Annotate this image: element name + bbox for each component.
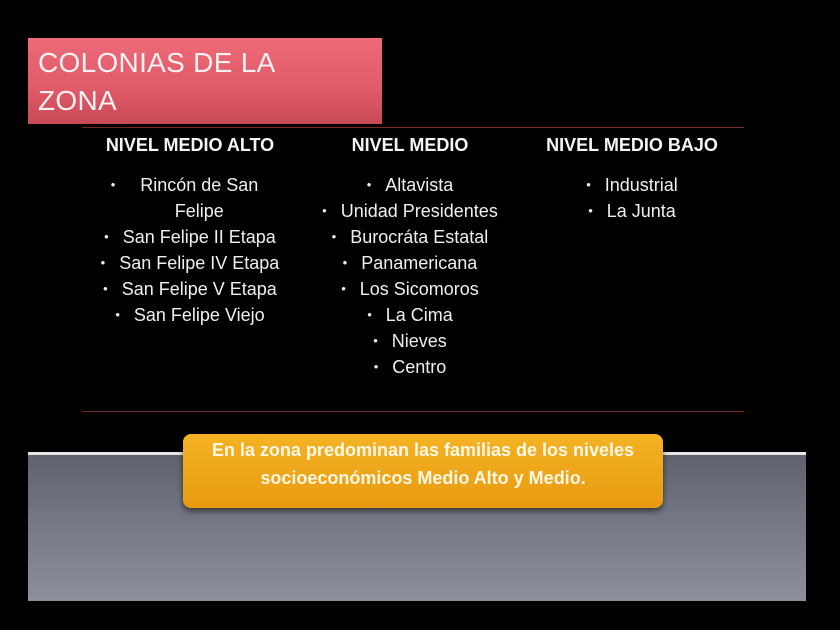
bullet-icon: • [103, 281, 108, 296]
slide-title-box [28, 38, 382, 124]
list-item: • Los Sicomoros [341, 279, 479, 299]
list-item: • San Felipe II Etapa [104, 227, 276, 247]
bullet-icon: • [588, 203, 593, 218]
bullet-icon: • [373, 333, 378, 348]
bullet-icon: • [367, 307, 372, 322]
list-item: • San Felipe V Etapa [103, 279, 277, 299]
column-heading: NIVEL MEDIO ALTO [105, 135, 275, 155]
list-item: • Burocráta Estatal [331, 227, 489, 247]
slide-title-line-1: COLONIAS DE LA [38, 47, 276, 78]
colonia-list [522, 172, 742, 224]
column-heading: NIVEL MEDIO BAJO [546, 135, 718, 155]
list-item: • Industrial [586, 175, 678, 195]
bullet-icon: • [366, 177, 372, 192]
list-item: • Nieves [373, 331, 447, 351]
summary-callout [183, 434, 663, 508]
list-item: • Panamericana [342, 253, 478, 273]
list-item: • San Felipe Viejo [115, 305, 265, 325]
bullet-icon: • [586, 177, 591, 192]
column-nivel-medio [300, 132, 520, 380]
bullet-icon: • [100, 255, 106, 270]
bullet-icon: • [322, 203, 327, 218]
bullet-icon: • [110, 177, 116, 192]
list-item: • Centro [373, 357, 447, 377]
list-item: • San Felipe IV Etapa [100, 253, 280, 273]
column-nivel-medio-bajo [522, 132, 742, 224]
bullet-icon: • [342, 255, 348, 270]
bullet-icon: • [341, 281, 346, 296]
bullet-icon: • [331, 229, 337, 244]
list-item: • La Cima [367, 305, 453, 325]
list-item: • Altavista [366, 175, 454, 195]
table-bottom-divider [82, 411, 744, 412]
column-heading: NIVEL MEDIO [351, 135, 469, 155]
list-item: • La Junta [588, 201, 676, 221]
list-item: • Unidad Presidentes [322, 201, 498, 221]
colonia-list [300, 172, 520, 380]
bullet-icon: • [104, 229, 109, 244]
column-nivel-medio-alto [82, 132, 298, 328]
colonia-list [82, 172, 298, 328]
bullet-icon: • [373, 359, 379, 374]
summary-callout-text: En la zona predominan las familias de los niveles socioeconómicos Medio Alto y Medio. [211, 440, 635, 488]
table-top-divider [82, 127, 744, 128]
list-item: • Rincón de San Felipe [110, 175, 259, 221]
bullet-icon: • [115, 307, 120, 322]
slide-title-line-2: ZONA [38, 85, 117, 116]
